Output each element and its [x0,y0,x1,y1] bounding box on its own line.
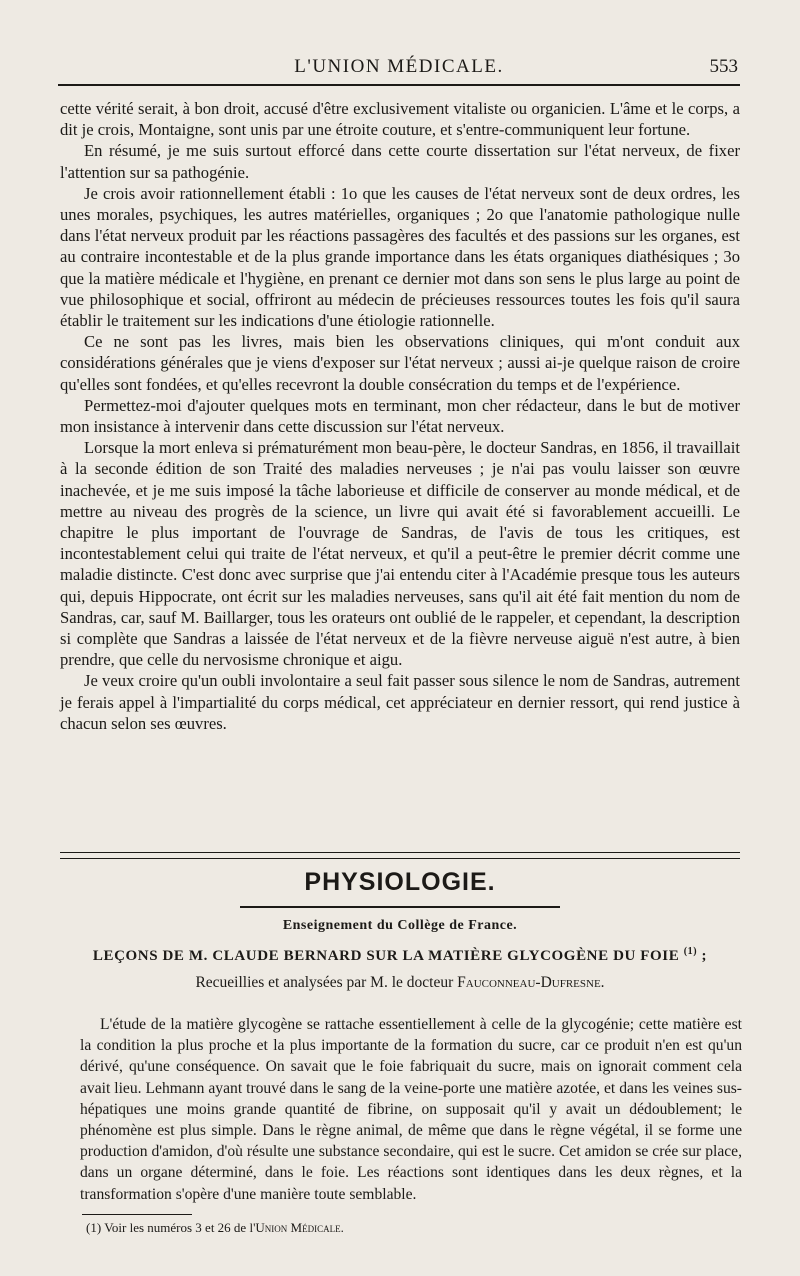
lecture-footnote-ref: (1) [683,946,698,957]
paragraph: Je veux croire qu'un oubli involontaire a seul fait passer sous silence le nom de Sandras, autrement je ferais appel à l'impartialité du corps médical, cet appréciateur en dernier ressort, qui rend justice à chacun selon ses œuvres. [60,671,740,733]
journal-title: L'UNION MÉDICALE. [294,56,504,77]
paragraph: En résumé, je me suis surtout efforcé dans cette courte dissertation sur l'état nerveux, de fixer l'attention sur sa pathogénie. [60,141,740,182]
article-body [60,98,740,734]
footnote-text: Voir les numéros 3 et 26 de l' [104,1220,256,1235]
footnote-journal: Union Médicale. [255,1220,344,1235]
lecture-title-end: ; [697,948,708,964]
footnote-rule [82,1214,192,1215]
paragraph: Lorsque la mort enleva si prématurément mon beau-père, le docteur Sandras, en 1856, il travaillait à la seconde édition de son Traité des maladies nerveuses ; je n'ai pas voulu laisser son œuvre inachevée, et je me suis imposé la tâche laborieuse et difficile de conserver au monde médical, et de mettre au niveau des progrès de la science, un livre qui avait été si favorablement accueilli. Le chapitre le plus important de l'ouvrage de Sandras, de l'avis de tous les critiques, est incontestablement celui qui traite de l'état nerveux, et qu'il a peut-être le premier décrit comme une maladie distincte. C'est donc avec surprise que j'ai entendu citer à l'Académie presque tous les auteurs qui, depuis Hippocrate, ont écrit sur les maladies nerveuses, sans qu'il ait été fait mention du nom de Sandras, car, sauf M. Baillarger, tous les orateurs ont oublié de le rappeler, et cependant, la description si complète que Sandras a laissée de l'état nerveux et de la fièvre nerveuse aiguë n'est autre, à bien prendre, que celle du nervosisme chronique et aigu. [60,438,740,670]
lecture-title-text: LEÇONS DE M. CLAUDE BERNARD SUR LA MATIÈRE GLYCOGÈNE DU FOIE [92,948,680,964]
lecture-credits [60,974,740,992]
paragraph: L'étude de la matière glycogène se rattache essentiellement à celle de la glycogénie; cette matière est la condition la plus proche et la plus importante de la formation du sucre, car ce produit n'en est qu'un dérivé, qu'une conséquence. On savait que le foie fabriquait du sucre, mais on ignorait comment cela avait lieu. Lehmann ayant trouvé dans le sang de la veine-porte une matière azotée, et dans les veines sus-hépatiques une moins grande quantité de fibrine, on supposait qu'il y avait un dédoublement; le phénomène est plus simple. Dans le règne animal, de même que dans le règne végétal, il se forme une production d'amidon, d'où résulte une substance secondaire, qui est le sucre. Cet amidon se crée sur place, dans un organe déterminé, dans le foie. Les réactions sont identiques dans les deux règnes, et la transformation s'opère d'une manière toute semblable. [80,1016,742,1203]
credits-prefix: Recueillies et analysées par M. le docteur [195,974,458,991]
section-title-rule [240,906,560,908]
section-divider [60,852,740,859]
section-title: PHYSIOLOGIE. [304,868,496,896]
paragraph: Ce ne sont pas les livres, mais bien les observations cliniques, qui m'ont conduit aux considérations générales que je viens d'exposer sur l'état nerveux ; aussi ai-je quelque raison de croire qu'elles sont fondées, et qu'elles recevront la double consécration du temps et de l'expérience. [60,332,740,394]
footnote [86,1220,344,1236]
paragraph: Permettez-moi d'ajouter quelques mots en terminant, mon cher rédacteur, dans le but de motiver mon insistance à intervenir dans cette discussion sur l'état nerveux. [60,395,740,437]
footnote-marker: (1) [86,1220,102,1235]
paragraph: Je crois avoir rationnellement établi : 1o que les causes de l'état nerveux sont de deux ordres, les unes morales, psychiques, les autres matérielles, organiques ; 2o que l'anatomie pathologique nulle dans l'état nerveux produit par les réactions passagères des facultés et des passions sur les organes, est au contraire incontestable et de la plus grande importance dans les états organiques diathésiques ; 3o que la matière médicale et l'hygiène, en prenant ce dernier mot dans son sens le plus large au point de vue philosophique et social, offriront au médecin de précieuses ressources toutes les fois qu'il saura établir le traitement sur les indications d'une étiologie rationnelle. [60,183,740,331]
paragraph: cette vérité serait, à bon droit, accusé d'être exclusivement vitaliste ou organicien. L'âme et le corps, a dit je crois, Montaigne, sont unis par une étroite couture, et s'entre-communiquent leur fortune. [60,99,740,140]
running-header [58,50,740,86]
lecture-body [80,1014,742,1205]
section-subtitle: Enseignement du Collège de France. [282,918,518,933]
page-number: 553 [709,56,738,77]
lecture-title [60,946,740,965]
credits-name: Fauconneau-Dufresne. [457,974,605,991]
